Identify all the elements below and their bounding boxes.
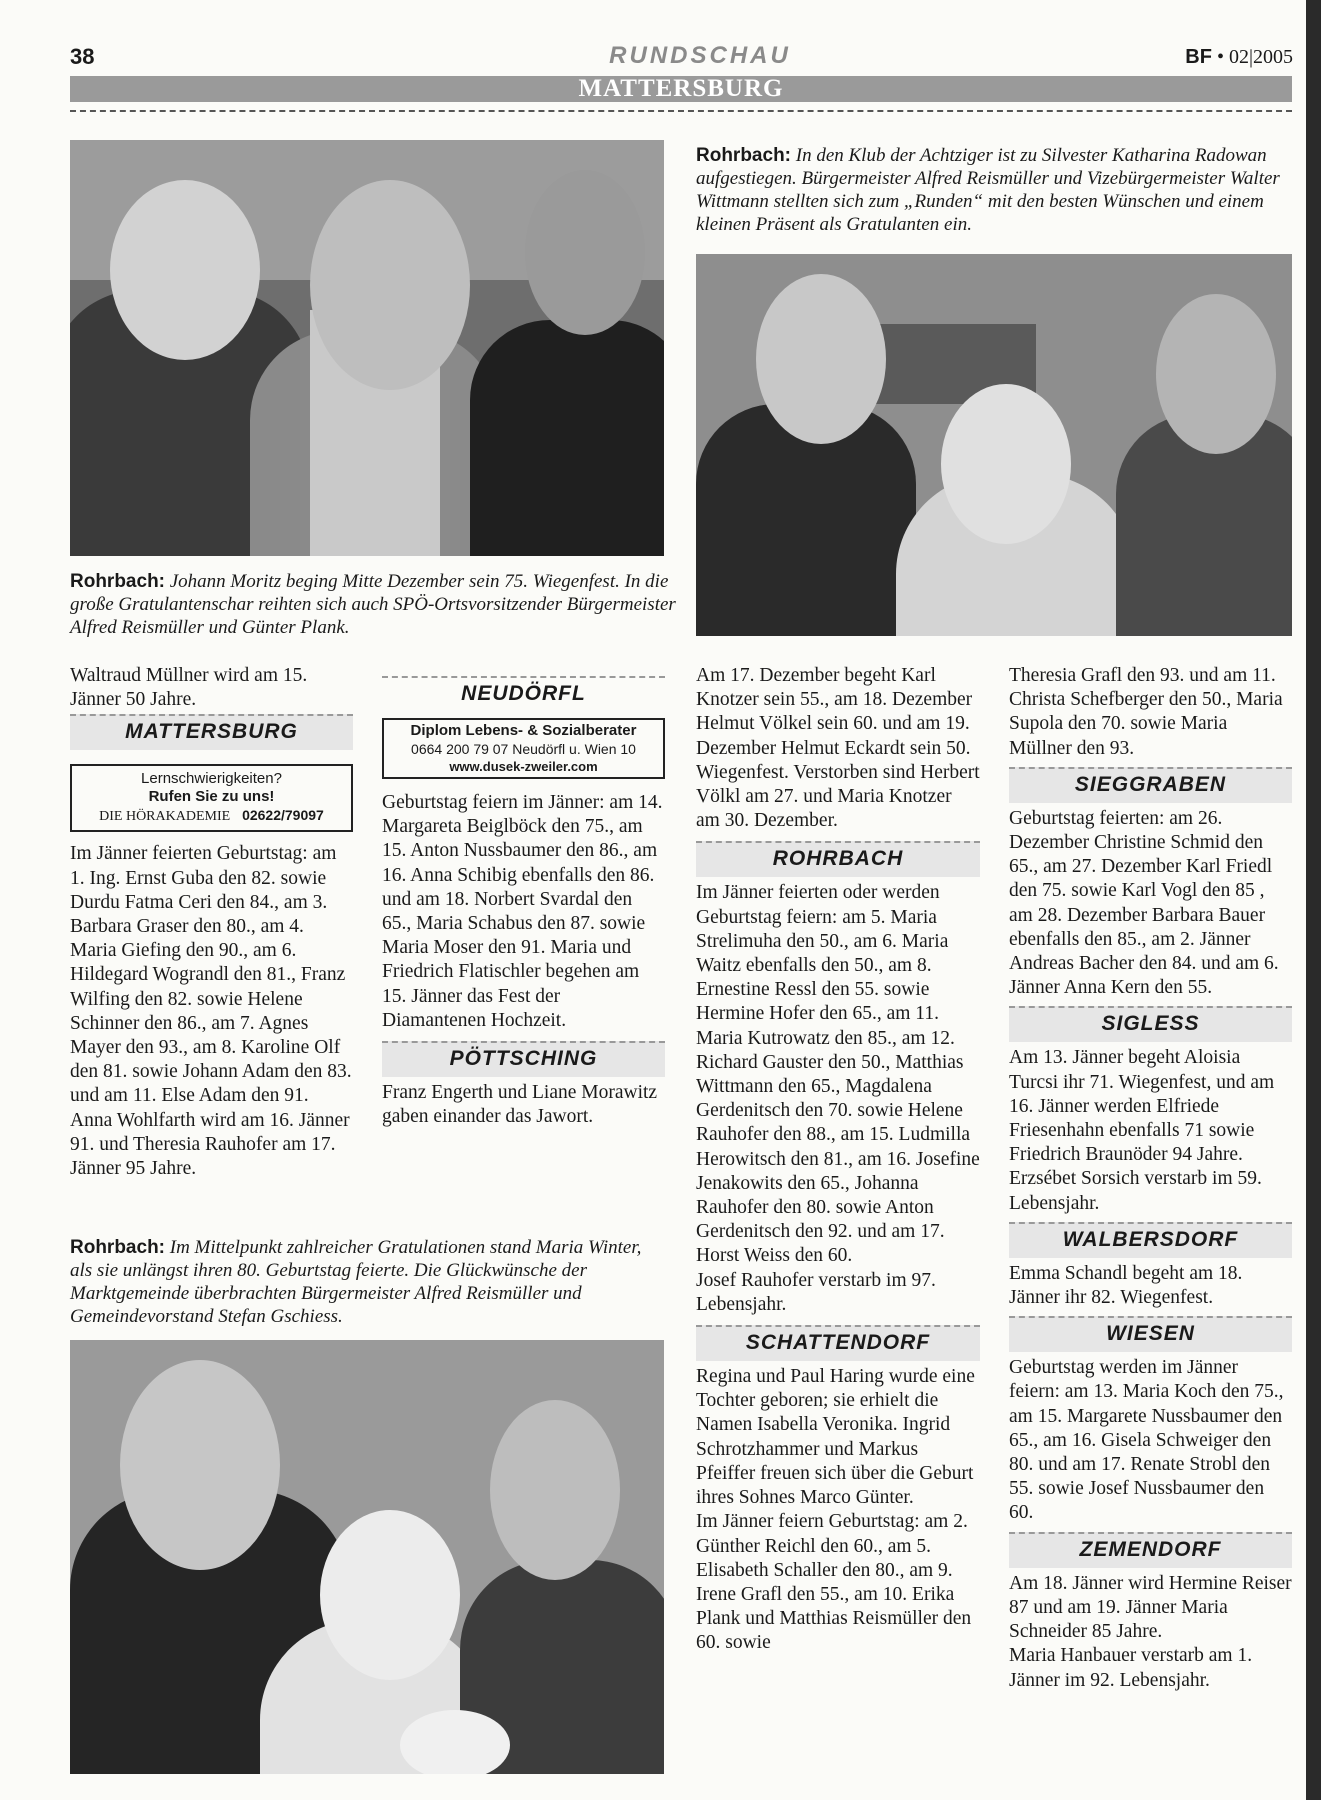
section-heading-poettsching: PÖTTSCHING: [382, 1041, 665, 1077]
paragraph: Geburtstag feierten: am 26. Dezember Christine Schmid den 65., am 27. Dezember Karl Friedl den 75. sowie Karl Vogl den 85 , am 28. Dezember Barbara Bauer ebenfalls den 85., am 2. Jänner Andreas Bacher den 84. und am 6. Jänner Anna Kern den 55.: [1009, 807, 1279, 999]
issue-separator: •: [1216, 46, 1224, 68]
paragraph: Franz Engerth und Liane Morawitz gaben einander das Jawort.: [382, 1082, 658, 1128]
paragraph: Regina und Paul Haring wurde eine Tochter geboren; sie erhielt die Namen Isabella Veronika. Ingrid Schrotzhammer und Markus Pfeiffer freuen sich über die Geburt ihres Sohnes Marco Günter.: [696, 1366, 975, 1509]
caption-place: Rohrbach:: [696, 145, 791, 166]
photo-johann-moritz: [70, 140, 664, 556]
issue-brand: BF: [1185, 46, 1212, 68]
caption-top-left: [70, 570, 680, 639]
header-rule: [70, 110, 1292, 112]
caption-bottom-left: [70, 1236, 666, 1328]
ad-line: Diplom Lebens- & Sozialberater: [410, 722, 637, 739]
section-band: [70, 76, 1292, 102]
section-heading-neudoerfl: NEUDÖRFL: [382, 676, 665, 712]
ad-line: Rufen Sie zu uns!: [148, 788, 275, 806]
paragraph: Theresia Grafl den 93. und am 11. Christa Schefberger den 50., Maria Supola den 70. sowie Maria Müllner den 93.: [1009, 665, 1283, 759]
paragraph: Im Jänner feierten Geburtstag: am 1. Ing. Ernst Guba den 82. sowie Durdu Fatma Ceri den 84., am 3. Barbara Graser den 80., am 4. Maria Giefing den 90., am 6. Hildegard Wograndl den 81., Franz Wilfing den 82. sowie Helene Schinner den 86., am 7. Agnes Mayer den 93., am 8. Karoline Olf den 81. sowie Johann Adam den 83. und am 11. Else Adam den 91. Anna Wohlfarth wird am 16. Jänner 91. und Theresia Rauhofer am 17. Jänner 95 Jahre.: [70, 843, 352, 1180]
section-heading-wiesen: WIESEN: [1009, 1316, 1292, 1352]
column-1: [70, 664, 353, 1181]
caption-text: Im Mittelpunkt zahlreicher Gratulationen stand Maria Winter, als sie unlängst ihren 80. Geburtstag feierte. Die Glückwünsche der Marktgemeinde überbrachten Bürgermeister Alfred Reismüller und Gemeindevorstand Stefan Gschiess.: [70, 1237, 642, 1327]
section-heading-zemendorf: ZEMENDORF: [1009, 1532, 1292, 1568]
paragraph: Erzsébet Sorsich verstarb im 59. Lebensjahr.: [1009, 1168, 1262, 1214]
section-heading-rohrbach: ROHRBACH: [696, 841, 980, 877]
issue-date: 02|2005: [1228, 46, 1293, 68]
caption-text: In den Klub der Achtziger ist zu Silvester Katharina Radowan aufgestiegen. Bürgermeister Alfred Reismüller und Vizebürgermeister Walter Wittmann stellten sich zum „Runden“ mit den besten Wünschen und einem kleinen Präsent als Gratulanten ein.: [696, 145, 1280, 235]
photo-katharina-radowan: [696, 254, 1292, 636]
column-3: [696, 664, 980, 1656]
ad-sozialberater: [382, 718, 665, 779]
paragraph: Am 18. Jänner wird Hermine Reiser 87 und am 19. Jänner Maria Schneider 85 Jahre.: [1009, 1572, 1292, 1643]
paragraph: Im Jänner feierten oder werden Geburtstag feiern: am 5. Maria Strelimuha den 50., am 6. Maria Waitz ebenfalls den 50., am 8. Ernestine Ressl den 55. sowie Hermine Hofer den 65., am 11. Maria Kutrowatz den 85., am 12. Richard Gauster den 50., Matthias Wittmann den 65., Magdalena Gerdenitsch den 70. sowie Helene Rauhofer den 88., am 15. Ludmilla Herowitsch den 81., am 16. Josefine Jenakowits den 65., Johanna Rauhofer den 80. sowie Anton Gerdenitsch den 92. und am 17. Horst Weiss den 60.: [696, 882, 980, 1267]
paragraph: Im Jänner feiern Geburtstag: am 2. Günther Reichl den 60., am 5. Elisabeth Schaller den 80., am 9. Irene Grafl den 55., am 10. Erika Plank und Matthias Reismüller den 60. sowie: [696, 1511, 972, 1654]
paragraph: Emma Schandl begeht am 18. Jänner ihr 82. Wiegenfest.: [1009, 1262, 1243, 1309]
ad-hoerakademie: [70, 764, 353, 832]
section-heading-walbersdorf: WALBERSDORF: [1009, 1222, 1292, 1258]
column-2: [382, 674, 665, 1129]
column-4: [1009, 664, 1292, 1693]
paragraph: Josef Rauhofer verstarb im 97. Lebensjahr.: [696, 1269, 936, 1315]
ad-phone: 02622/79097: [242, 807, 324, 824]
paragraph: Waltraud Müllner wird am 15. Jänner 50 Jahre.: [70, 665, 308, 711]
section-heading-sigless: SIGLESS: [1009, 1006, 1292, 1042]
ad-name: DIE HÖRAKADEMIE: [99, 809, 231, 825]
photo-maria-winter: [70, 1340, 664, 1774]
paragraph: Geburtstag werden im Jänner feiern: am 13. Maria Koch den 75., am 15. Margarete Nussbaumer den 65., am 16. Gisela Schweiger den 80. und am 17. Renate Strobl den 55. sowie Josef Nussbaumer den 60.: [1009, 1357, 1284, 1524]
paragraph: Am 17. Dezember begeht Karl Knotzer sein 55., am 18. Dezember Helmut Völkel sein 60. und am 19. Dezember Helmut Eckardt sein 50. Wiegenfest. Verstorben sind Herbert Völkl am 27. und Maria Knotzer am 30. Dezember.: [696, 665, 980, 832]
paragraph: Maria Hanbauer verstarb am 1. Jänner im 92. Lebensjahr.: [1009, 1645, 1253, 1691]
issue-info: [1185, 46, 1293, 69]
ad-line: Lernschwierigkeiten?: [141, 770, 282, 788]
caption-place: Rohrbach:: [70, 571, 165, 592]
section-heading-mattersburg: MATTERSBURG: [70, 714, 353, 750]
section-heading-sieggraben: SIEGGRABEN: [1009, 767, 1292, 803]
ad-line: 0664 200 79 07 Neudörfl u. Wien 10: [411, 741, 636, 757]
page-edge: [1306, 0, 1321, 1800]
page-number: 38: [70, 44, 95, 69]
caption-place: Rohrbach:: [70, 1237, 165, 1258]
section-heading-schattendorf: SCHATTENDORF: [696, 1325, 980, 1361]
caption-text: Johann Moritz beging Mitte Dezember sein 75. Wiegenfest. In die große Gratulantenschar reihten sich auch SPÖ-Ortsvorsitzender Bürgermeister Alfred Reismüller und Günter Plank.: [70, 571, 676, 638]
caption-top-right: [696, 144, 1286, 236]
ad-url: www.dusek-zweiler.com: [449, 759, 598, 774]
section-title: MATTERSBURG: [578, 75, 784, 102]
paragraph: Geburtstag feiern im Jänner: am 14. Margareta Beiglböck den 75., am 15. Anton Nussbaumer den 86., am 16. Anna Schibig ebenfalls den 86. und am 18. Norbert Svardal den 65., Maria Schabus den 87. sowie Maria Moser den 91. Maria und Friedrich Flatischler begehen am 15. Jänner das Fest der Diamantenen Hochzeit.: [382, 792, 663, 1031]
paragraph: Am 13. Jänner begeht Aloisia Turcsi ihr 71. Wiegenfest, und am 16. Jänner werden Elfriede Friesenhahn ebenfalls 71 sowie Friedrich Braunöder 94 Jahre.: [1009, 1047, 1275, 1166]
masthead: RUNDSCHAU: [609, 42, 791, 69]
